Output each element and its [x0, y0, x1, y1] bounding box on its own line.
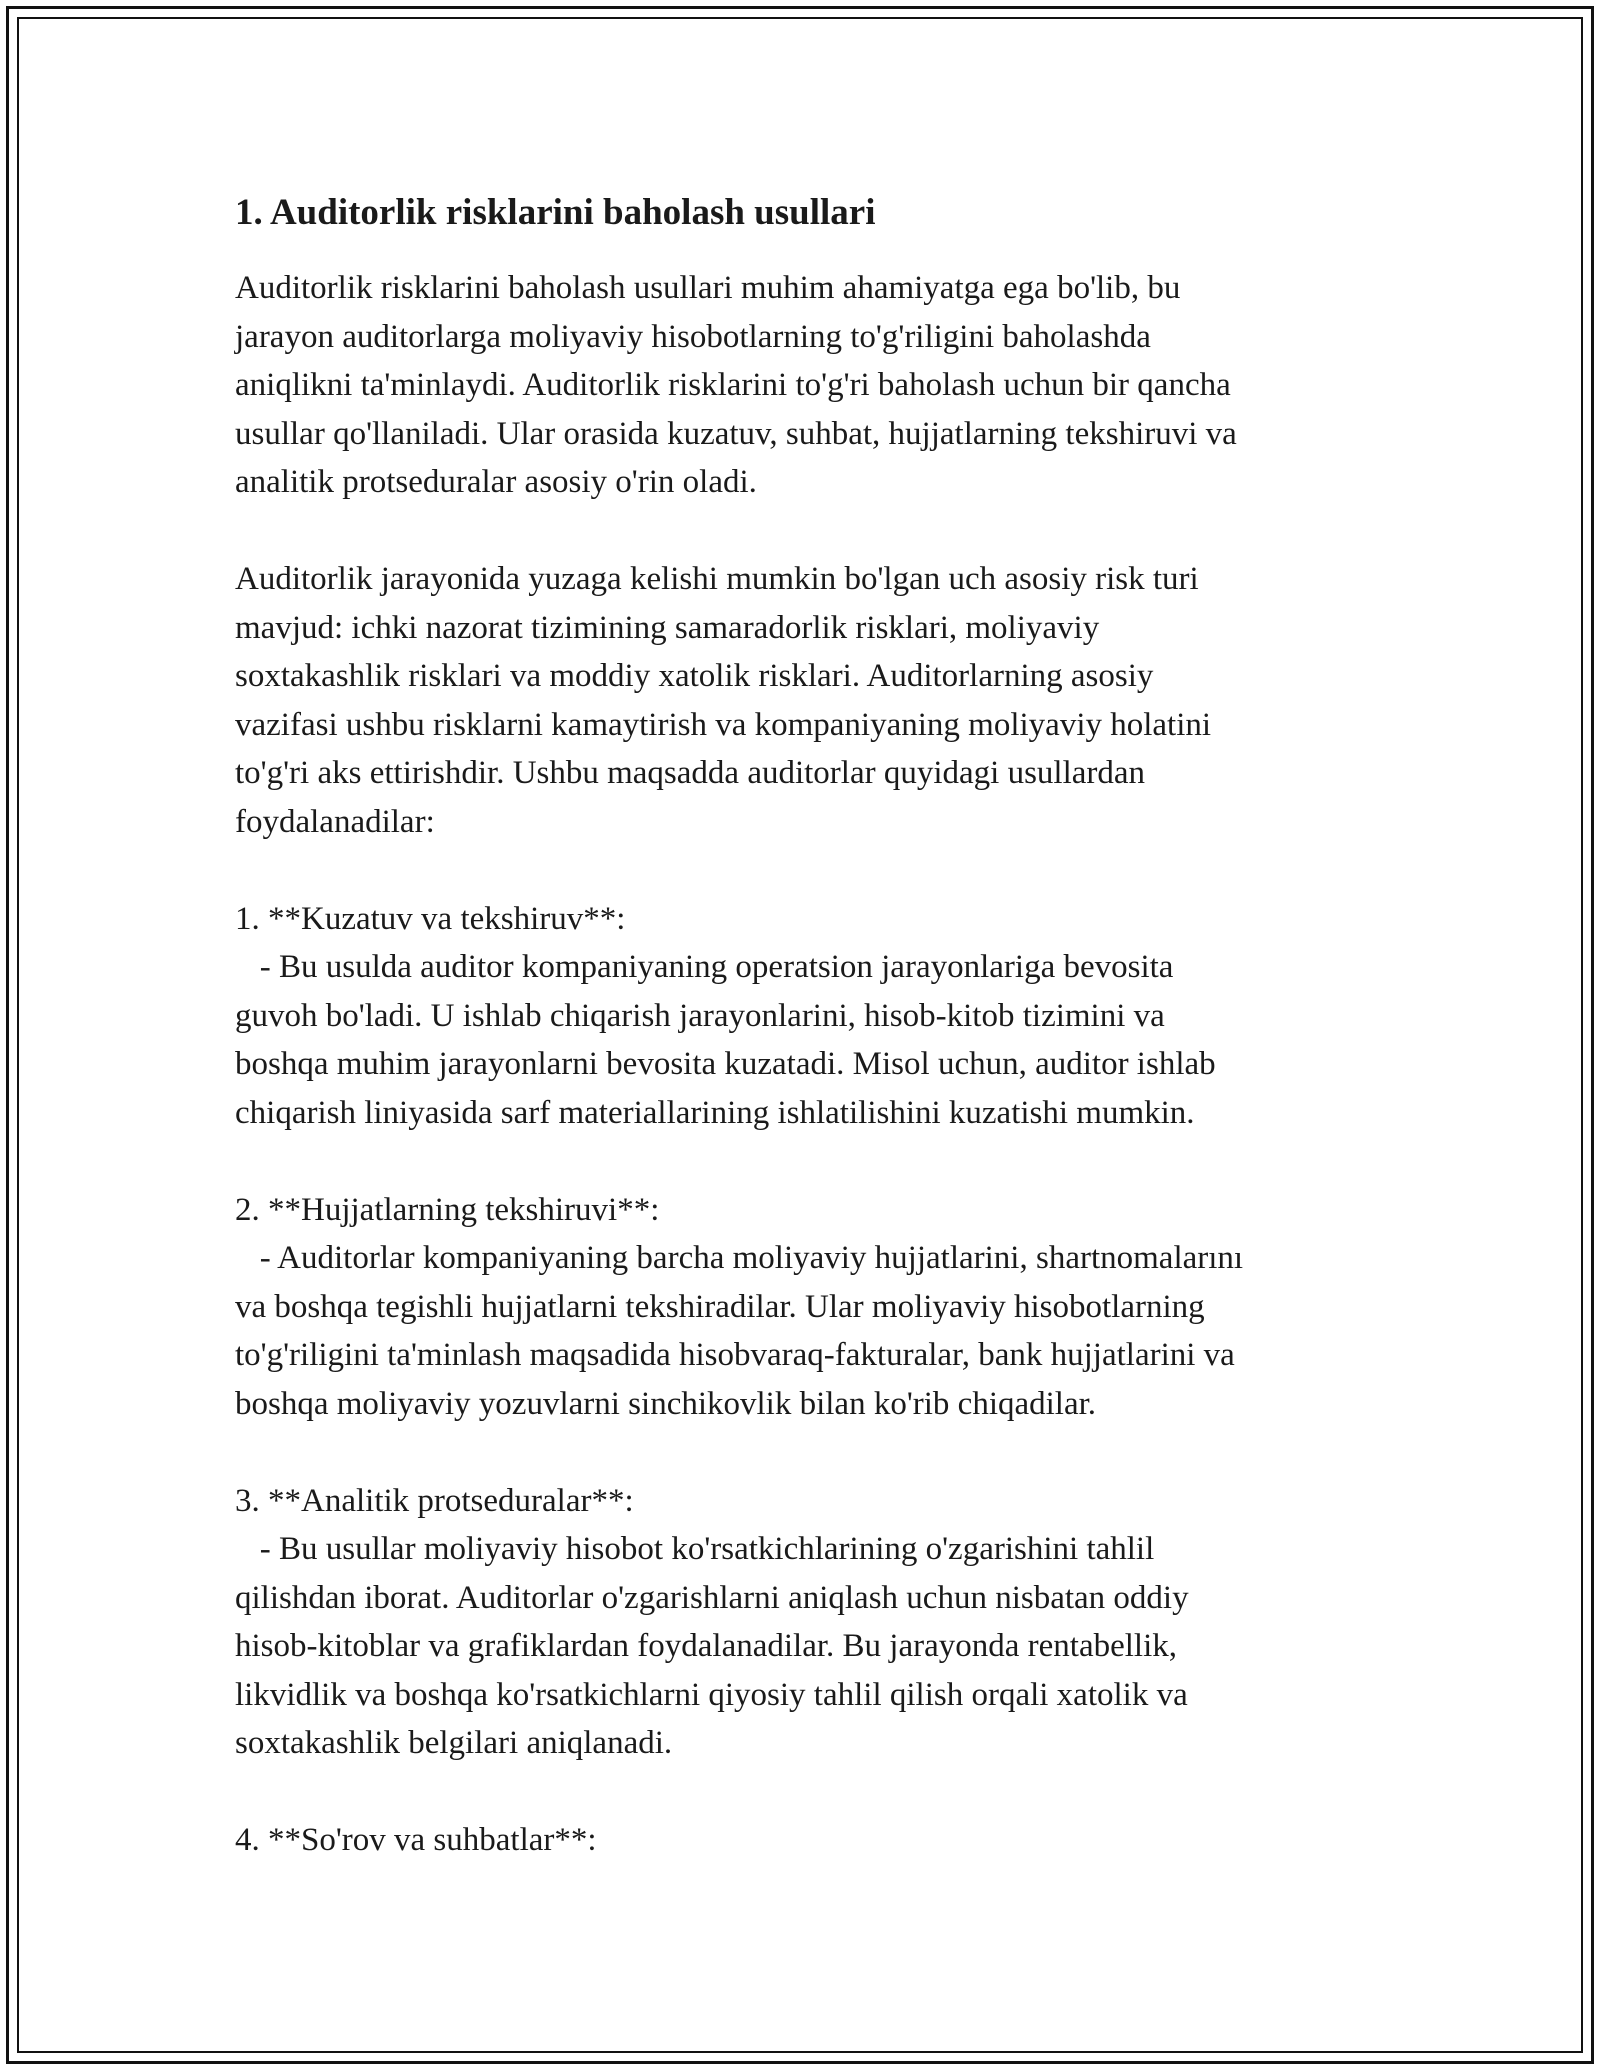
list-item-analytical-procedures: 3. **Analitik protseduralar**: - Bu usullar moliyaviy hisobot ko'rsatkichlarining o'zgarishini tahlil qilishdan iborat. Auditorlar o'zgarishlarni aniqlash uchun nisbatan oddiy hisob-kitoblar va grafiklardan foydalanadilar. Bu jarayonda rentabellik, likvidlik va boshqa ko'rsatkichlarni qiyosiy tahlil qilish orqali xatolik va soxtakashlik belgilari aniqlanadi. — [235, 1482, 1189, 1761]
blank-line — [235, 1137, 1365, 1186]
list-item-inquiry: 4. **So'rov va suhbatlar**: — [235, 1822, 597, 1858]
blank-line — [235, 507, 1365, 556]
document-body — [235, 186, 1365, 1865]
list-item-document-review: 2. **Hujjatlarning tekshiruvi**: - Auditorlar kompaniyaning barcha moliyaviy hujjatlarini, shartnomalarını va boshqa tegishli hujjatlarni tekshiradilar. Ular moliyaviy hisobotlarning to'g'riligini ta'minlash maqsadida hisobvaraq-fakturalar, bank hujjatlarini va boshqa moliyaviy yozuvlarni sinchikovlik bilan ko'rib chiqadilar. — [235, 1191, 1244, 1422]
document-title: 1. Auditorlik risklarini baholash usullari — [235, 192, 876, 233]
blank-line — [235, 846, 1365, 895]
risk-types-paragraph: Auditorlik jarayonida yuzaga kelishi mumkin bo'lgan uch asosiy risk turi mavjud: ichki nazorat tizimining samaradorlik risklari, moliyaviy soxtakashlik risklari va moddiy xatolik risklari. Auditorlarning asosiy vazifasi ushbu risklarni kamaytirish va kompaniyaning moliyaviy holatini to'g'ri aks ettirishdir. Ushbu maqsadda auditorlar quyidagi usullardan foydalanadilar: — [235, 561, 1212, 840]
blank-line — [235, 1768, 1365, 1817]
blank-line — [235, 1428, 1365, 1477]
list-item-observation: 1. **Kuzatuv va tekshiruv**: - Bu usulda auditor kompaniyaning operatsion jarayonlariga bevosita guvoh bo'ladi. U ishlab chiqarish jarayonlarini, hisob-kitob tizimini va boshqa muhim jarayonlarni bevosita kuzatadi. Misol uchun, auditor ishlab chiqarish liniyasida sarf materiallarining ishlatilishini kuzatishi mumkin. — [235, 900, 1216, 1131]
intro-paragraph: Auditorlik risklarini baholash usullari muhim ahamiyatga ega bo'lib, bu jarayon auditorlarga moliyaviy hisobotlarning to'g'riligini baholashda aniqlikni ta'minlaydi. Auditorlik risklarini to'g'ri baholash uchun bir qancha usullar qo'llaniladi. Ular orasida kuzatuv, suhbat, hujjatlarning tekshiruvi va analitik protseduralar asosiy o'rin oladi. — [235, 270, 1237, 500]
